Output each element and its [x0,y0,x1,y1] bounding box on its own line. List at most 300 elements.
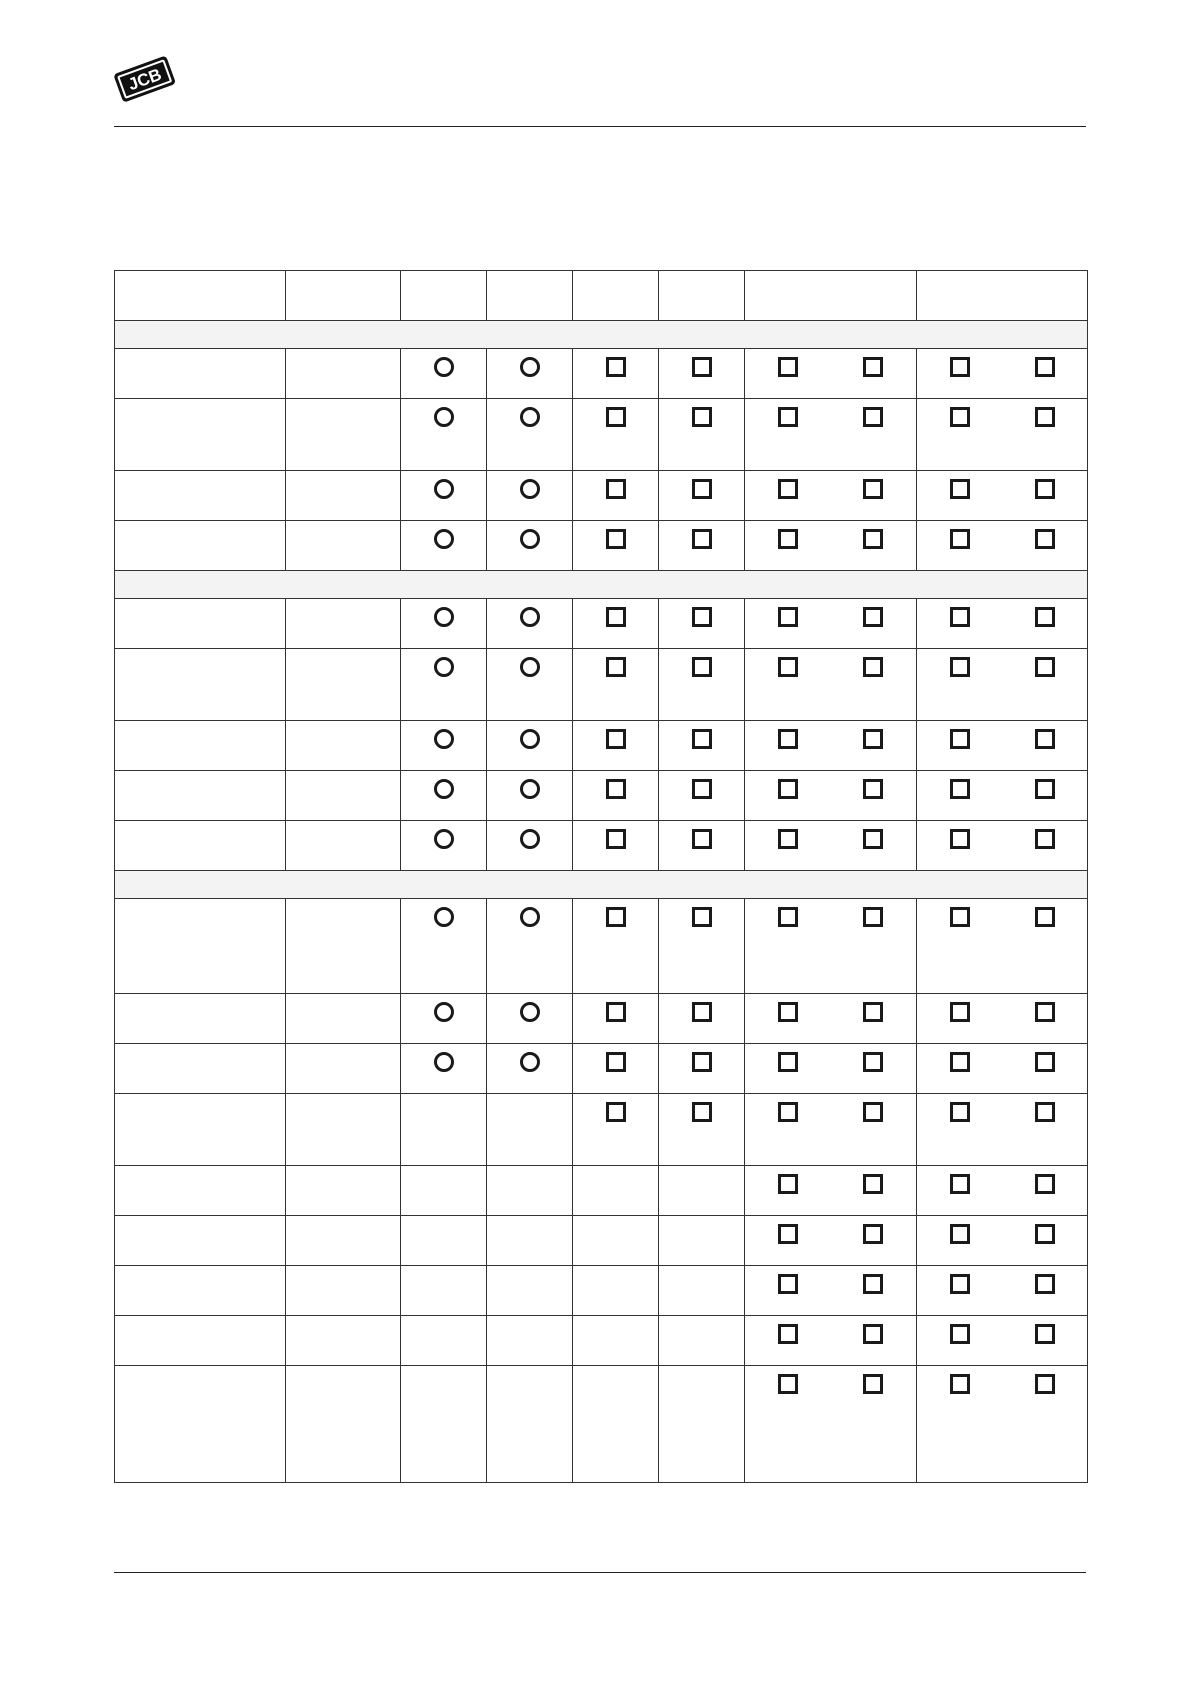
square-marker-icon [777,1101,799,1123]
header-rule [114,126,1086,127]
interval-pair-cell [745,1366,917,1483]
table-row [115,721,1088,771]
interval-pair-cell [745,399,917,471]
square-marker-icon [862,906,884,928]
square-marker-icon [691,606,713,628]
interval-pair-cell [917,1044,1088,1094]
interval-cell [659,649,745,721]
circle-marker-icon [433,1051,455,1073]
square-marker-icon [777,406,799,428]
square-marker-icon [777,1001,799,1023]
interval-cell [487,1266,573,1316]
square-marker-icon [949,828,971,850]
circle-marker-icon [519,906,541,928]
detail-cell [286,1216,401,1266]
item-cell [115,521,286,571]
square-marker-icon [862,1373,884,1395]
square-marker-icon [605,606,627,628]
square-marker-icon [949,356,971,378]
interval-cell [573,1044,659,1094]
square-marker-icon [777,778,799,800]
detail-cell [286,599,401,649]
interval-cell [573,399,659,471]
square-marker-icon [605,1051,627,1073]
square-marker-icon [691,356,713,378]
square-marker-icon [691,656,713,678]
section-row [115,321,1088,349]
interval-cell [487,1166,573,1216]
circle-marker-icon [519,728,541,750]
circle-marker-icon [433,478,455,500]
square-marker-icon [777,656,799,678]
square-marker-icon [777,478,799,500]
interval-cell [487,1366,573,1483]
marker-pair [745,821,916,850]
interval-cell [401,1366,487,1483]
interval-cell [487,1216,573,1266]
marker-pair [917,349,1087,378]
square-marker-icon [691,778,713,800]
marker-pair [745,899,916,928]
square-marker-icon [1034,1051,1056,1073]
circle-marker-icon [433,778,455,800]
square-marker-icon [949,528,971,550]
detail-cell [286,349,401,399]
square-marker-icon [777,1323,799,1345]
item-cell [115,771,286,821]
square-marker-icon [1034,406,1056,428]
item-cell [115,1166,286,1216]
footer-rule [114,1572,1086,1573]
interval-cell [401,399,487,471]
interval-cell [659,771,745,821]
interval-pair-cell [917,1094,1088,1166]
interval-cell [401,471,487,521]
marker-pair [745,1216,916,1245]
square-marker-icon [1034,778,1056,800]
marker-pair [917,899,1087,928]
interval-pair-cell [917,1266,1088,1316]
circle-marker-icon [433,656,455,678]
interval-pair-cell [917,1166,1088,1216]
interval-cell [573,1166,659,1216]
square-marker-icon [1034,728,1056,750]
square-marker-icon [862,1273,884,1295]
item-cell [115,599,286,649]
square-marker-icon [777,528,799,550]
interval-cell [487,994,573,1044]
detail-cell [286,1266,401,1316]
square-marker-icon [1034,606,1056,628]
interval-cell [573,1316,659,1366]
square-marker-icon [1034,356,1056,378]
square-marker-icon [949,1373,971,1395]
interval-cell [659,1216,745,1266]
marker-pair [745,1366,916,1395]
detail-cell [286,1044,401,1094]
table-row [115,1216,1088,1266]
interval-pair-cell [917,721,1088,771]
square-marker-icon [949,1101,971,1123]
circle-marker-icon [433,356,455,378]
interval-cell [659,721,745,771]
interval-cell [487,1044,573,1094]
square-marker-icon [862,656,884,678]
interval-cell [659,399,745,471]
square-marker-icon [862,1323,884,1345]
square-marker-icon [949,1051,971,1073]
square-marker-icon [691,728,713,750]
square-marker-icon [777,828,799,850]
table-row [115,649,1088,721]
square-marker-icon [949,1173,971,1195]
circle-marker-icon [519,828,541,850]
interval-pair-cell [745,821,917,871]
square-marker-icon [862,406,884,428]
section-label [115,571,1088,599]
circle-marker-icon [519,778,541,800]
item-cell [115,349,286,399]
square-marker-icon [862,528,884,550]
interval-cell [573,521,659,571]
marker-pair [917,1366,1087,1395]
square-marker-icon [691,478,713,500]
marker-pair [917,1316,1087,1345]
interval-pair-cell [917,649,1088,721]
marker-pair [745,1094,916,1123]
interval-cell [487,471,573,521]
interval-pair-cell [745,1166,917,1216]
header-cell [917,271,1088,321]
marker-pair [917,399,1087,428]
circle-marker-icon [433,406,455,428]
square-marker-icon [691,1101,713,1123]
circle-marker-icon [519,528,541,550]
square-marker-icon [605,528,627,550]
interval-cell [401,521,487,571]
interval-cell [659,599,745,649]
interval-cell [573,471,659,521]
detail-cell [286,399,401,471]
interval-pair-cell [917,821,1088,871]
interval-cell [573,649,659,721]
interval-cell [659,471,745,521]
square-marker-icon [1034,528,1056,550]
interval-cell [659,349,745,399]
table-row [115,399,1088,471]
interval-cell [487,521,573,571]
square-marker-icon [691,828,713,850]
table-row [115,471,1088,521]
detail-cell [286,899,401,994]
interval-pair-cell [917,899,1088,994]
table-row [115,521,1088,571]
header-cell [401,271,487,321]
square-marker-icon [862,1051,884,1073]
detail-cell [286,771,401,821]
marker-pair [745,1044,916,1073]
item-cell [115,1216,286,1266]
header-cell [659,271,745,321]
detail-cell [286,1094,401,1166]
marker-pair [917,521,1087,550]
circle-marker-icon [519,406,541,428]
header-cell [115,271,286,321]
detail-cell [286,649,401,721]
interval-pair-cell [917,599,1088,649]
marker-pair [917,1216,1087,1245]
interval-cell [487,721,573,771]
interval-pair-cell [917,1366,1088,1483]
circle-marker-icon [519,1051,541,1073]
square-marker-icon [1034,478,1056,500]
interval-cell [487,599,573,649]
circle-marker-icon [519,606,541,628]
interval-cell [573,349,659,399]
marker-pair [917,599,1087,628]
interval-cell [659,1316,745,1366]
square-marker-icon [605,406,627,428]
table-header-row [115,271,1088,321]
interval-cell [659,1044,745,1094]
square-marker-icon [691,528,713,550]
square-marker-icon [1034,1323,1056,1345]
table-row [115,1366,1088,1483]
table-row [115,899,1088,994]
item-cell [115,899,286,994]
interval-pair-cell [745,649,917,721]
square-marker-icon [949,1323,971,1345]
interval-pair-cell [745,1094,917,1166]
circle-marker-icon [519,478,541,500]
square-marker-icon [691,1051,713,1073]
interval-cell [573,1216,659,1266]
square-marker-icon [777,1223,799,1245]
marker-pair [917,471,1087,500]
interval-cell [659,821,745,871]
interval-cell [487,821,573,871]
square-marker-icon [1034,1273,1056,1295]
circle-marker-icon [433,606,455,628]
interval-cell [659,1094,745,1166]
interval-pair-cell [745,994,917,1044]
item-cell [115,649,286,721]
interval-cell [573,1366,659,1483]
interval-cell [401,649,487,721]
square-marker-icon [862,828,884,850]
service-schedule-table [114,270,1088,1483]
square-marker-icon [949,656,971,678]
square-marker-icon [777,1373,799,1395]
detail-cell [286,471,401,521]
interval-pair-cell [745,1216,917,1266]
interval-pair-cell [917,994,1088,1044]
table-row [115,771,1088,821]
interval-cell [573,1094,659,1166]
interval-cell [487,1094,573,1166]
section-label [115,321,1088,349]
item-cell [115,721,286,771]
square-marker-icon [691,406,713,428]
circle-marker-icon [433,1001,455,1023]
square-marker-icon [862,356,884,378]
interval-cell [401,899,487,994]
square-marker-icon [862,1001,884,1023]
item-cell [115,1094,286,1166]
square-marker-icon [605,906,627,928]
interval-cell [487,1316,573,1366]
interval-pair-cell [745,471,917,521]
square-marker-icon [1034,828,1056,850]
interval-cell [573,721,659,771]
marker-pair [745,471,916,500]
square-marker-icon [1034,656,1056,678]
square-marker-icon [949,1001,971,1023]
interval-cell [573,899,659,994]
interval-cell [401,349,487,399]
circle-marker-icon [433,528,455,550]
item-cell [115,1366,286,1483]
interval-cell [659,994,745,1044]
interval-cell [401,1094,487,1166]
square-marker-icon [862,1173,884,1195]
item-cell [115,1316,286,1366]
table-row [115,1044,1088,1094]
marker-pair [917,649,1087,678]
square-marker-icon [862,1223,884,1245]
square-marker-icon [949,478,971,500]
interval-cell [659,899,745,994]
square-marker-icon [949,778,971,800]
table-row [115,1316,1088,1366]
interval-cell [659,521,745,571]
marker-pair [745,349,916,378]
square-marker-icon [777,1173,799,1195]
marker-pair [745,1316,916,1345]
marker-pair [745,994,916,1023]
marker-pair [917,821,1087,850]
detail-cell [286,1166,401,1216]
square-marker-icon [691,906,713,928]
square-marker-icon [605,728,627,750]
square-marker-icon [777,1051,799,1073]
circle-marker-icon [433,828,455,850]
item-cell [115,994,286,1044]
square-marker-icon [605,1001,627,1023]
interval-pair-cell [745,899,917,994]
interval-cell [401,994,487,1044]
square-marker-icon [1034,1223,1056,1245]
table-row [115,821,1088,871]
interval-cell [487,649,573,721]
marker-pair [745,521,916,550]
square-marker-icon [1034,1173,1056,1195]
marker-pair [917,1094,1087,1123]
detail-cell [286,521,401,571]
square-marker-icon [605,828,627,850]
interval-cell [659,1266,745,1316]
table-row [115,1266,1088,1316]
item-cell [115,821,286,871]
marker-pair [745,1266,916,1295]
square-marker-icon [605,1101,627,1123]
circle-marker-icon [433,906,455,928]
interval-pair-cell [745,721,917,771]
interval-cell [401,1216,487,1266]
square-marker-icon [777,606,799,628]
detail-cell [286,721,401,771]
interval-cell [573,994,659,1044]
square-marker-icon [605,478,627,500]
square-marker-icon [777,906,799,928]
jcb-logo [112,52,178,108]
table-row [115,1166,1088,1216]
item-cell [115,471,286,521]
interval-cell [573,821,659,871]
square-marker-icon [605,778,627,800]
interval-cell [487,399,573,471]
interval-cell [401,1044,487,1094]
interval-cell [573,1266,659,1316]
circle-marker-icon [433,728,455,750]
square-marker-icon [777,728,799,750]
square-marker-icon [777,1273,799,1295]
detail-cell [286,821,401,871]
section-row [115,871,1088,899]
interval-pair-cell [917,521,1088,571]
marker-pair [745,771,916,800]
interval-pair-cell [745,349,917,399]
marker-pair [917,994,1087,1023]
square-marker-icon [777,356,799,378]
square-marker-icon [1034,1101,1056,1123]
interval-pair-cell [745,1044,917,1094]
interval-pair-cell [745,771,917,821]
detail-cell [286,994,401,1044]
square-marker-icon [605,656,627,678]
marker-pair [745,399,916,428]
marker-pair [917,1044,1087,1073]
interval-cell [487,899,573,994]
interval-cell [401,771,487,821]
interval-cell [401,821,487,871]
marker-pair [917,1266,1087,1295]
square-marker-icon [691,1001,713,1023]
interval-pair-cell [917,399,1088,471]
interval-pair-cell [917,471,1088,521]
interval-cell [401,1316,487,1366]
marker-pair [745,649,916,678]
marker-pair [745,1166,916,1195]
square-marker-icon [949,1273,971,1295]
interval-pair-cell [745,521,917,571]
square-marker-icon [1034,1373,1056,1395]
interval-cell [401,1266,487,1316]
interval-cell [401,599,487,649]
interval-cell [487,349,573,399]
interval-cell [573,771,659,821]
interval-pair-cell [745,1316,917,1366]
interval-cell [659,1366,745,1483]
marker-pair [917,771,1087,800]
circle-marker-icon [519,656,541,678]
circle-marker-icon [519,356,541,378]
header-cell [487,271,573,321]
interval-pair-cell [745,1266,917,1316]
item-cell [115,1044,286,1094]
item-cell [115,1266,286,1316]
interval-pair-cell [745,599,917,649]
